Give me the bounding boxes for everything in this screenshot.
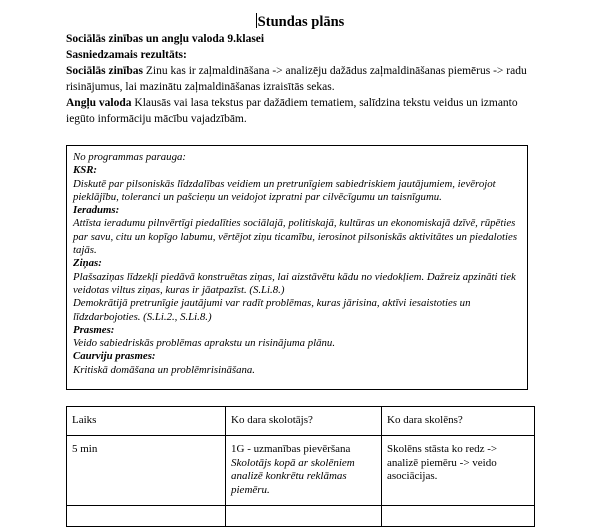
social-result xyxy=(66,63,536,95)
english-result xyxy=(66,95,536,127)
english-label: Angļu valoda xyxy=(66,97,132,109)
lesson-intro xyxy=(66,31,536,127)
knowledge-heading: Ziņas: xyxy=(73,257,102,270)
social-text: Zinu kas ir zaļmaldināšana -> analizēju dažādus zaļmaldināšanas piemērus -> radu risinājumus, lai mazinātu zaļmaldināšanas izraisītās sekas. xyxy=(66,65,527,93)
knowledge-text-2: Demokrātijā pretrunīgie jautājumi var radīt problēmas, kuras jārisina, aktīvi iesaistoties un līdzdarbojoties. (S.Li.2., S.Li.8.) xyxy=(73,297,471,323)
english-text: Klausās vai lasa tekstus par dažādiem tematiem, salīdzina tekstu veidus un izmanto iegūto informāciju mācību vajadzībām. xyxy=(66,97,518,125)
program-source: No programmas parauga: xyxy=(73,151,186,163)
table-header-row xyxy=(67,407,535,436)
subject-line: Sociālās zinības un angļu valoda 9.klasei xyxy=(66,33,265,45)
crosscut-text: Kritiskā domāšana un problēmrisināšana. xyxy=(73,363,255,376)
social-label: Sociālās zinības xyxy=(66,65,144,77)
text-cursor xyxy=(256,13,257,28)
results-heading: Sasniedzamais rezultāts: xyxy=(66,49,187,61)
teacher-main: 1G - uzmanības pievēršana xyxy=(231,443,351,455)
page-title: Stundas plāns xyxy=(257,14,345,30)
header-student: Ko dara skolēns? xyxy=(382,407,535,436)
knowledge-text-1: Plašsaziņas līdzekļi piedāvā konstruētas ziņas, lai aizstāvētu kādu no viedokļiem. Dažreiz apzināti tiek veidotas viltus ziņas, kuras ir jāatpazīst. (S.Li.8.) xyxy=(73,270,516,296)
cell-empty xyxy=(67,506,226,527)
ksr-text: Diskutē par pilsoniskās līdzdalības veidiem un pretrunīgiem sabiedriskiem jautājumiem, ievērojot pieklājību, toleranci un pašcieņu un veidojot izpratni par cilvēcīgumu un taisnīgumu. xyxy=(73,177,496,203)
cell-empty xyxy=(226,506,382,527)
cell-empty xyxy=(382,506,535,527)
crosscut-heading: Caurviju prasmes: xyxy=(73,350,156,363)
header-teacher: Ko dara skolotājs? xyxy=(226,407,382,436)
habits-heading: Ieradums: xyxy=(73,204,120,217)
table-row xyxy=(67,506,535,527)
program-excerpt-box xyxy=(66,145,528,390)
skills-heading: Prasmes: xyxy=(73,323,115,336)
table-row xyxy=(67,436,535,506)
habits-text: Attīsta ieradumu pilnvērtīgi piedalīties sociālajā, politiskajā, kultūras un ekonomiskajā dzīvē, rūpēties par savu, citu un kopīgo labumu, vērtējot ziņu ticamību, ierosinot pilsoniskās aktivitātes un piedaloties tajās. xyxy=(73,217,518,257)
ksr-heading: KSR: xyxy=(73,164,98,177)
skills-text: Veido sabiedriskās problēmas aprakstu un risinājuma plānu. xyxy=(73,337,336,350)
lesson-table xyxy=(66,406,535,527)
cell-time: 5 min xyxy=(67,436,226,506)
teacher-detail: Skolotājs kopā ar skolēniem analizē konkrētu reklāmas piemēru. xyxy=(231,456,355,496)
header-time: Laiks xyxy=(67,407,226,436)
cell-teacher xyxy=(226,436,382,506)
cell-student: Skolēns stāsta ko redz -> analizē piemēru -> veido asociācijas. xyxy=(382,436,535,506)
